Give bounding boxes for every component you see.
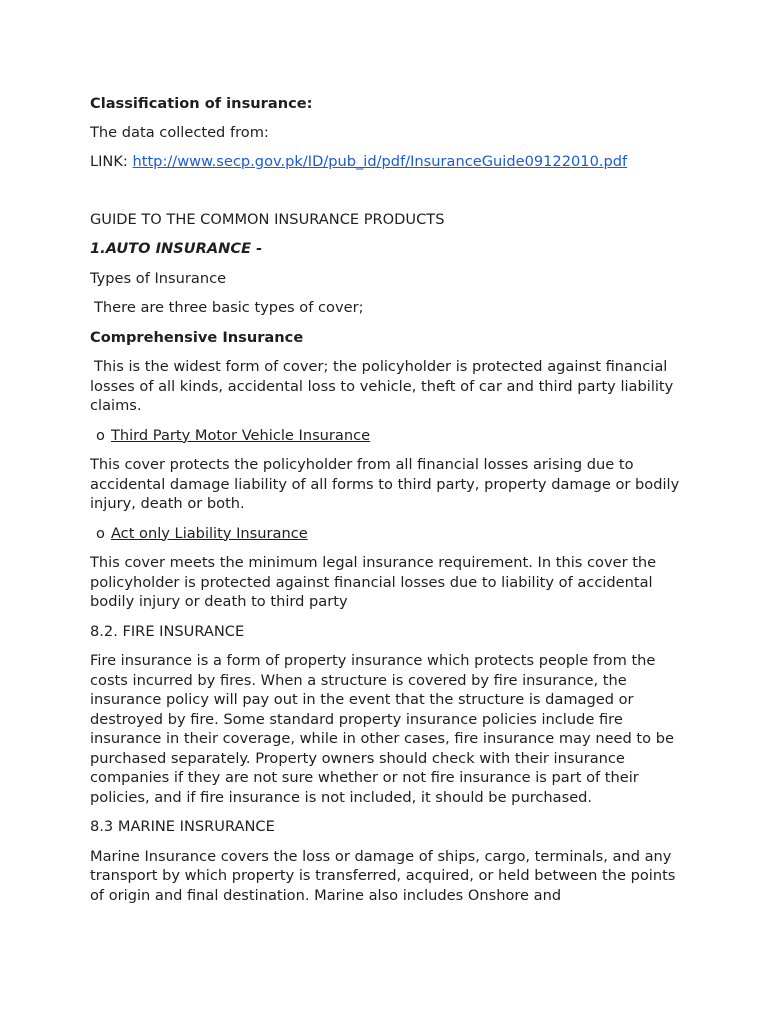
bullet-marker: o [96,524,105,542]
link-label: LINK: [90,153,133,170]
act-only-title: Act only Liability Insurance [110,524,308,542]
guide-heading: GUIDE TO THE COMMON INSURANCE PRODUCTS [90,210,445,228]
comprehensive-heading: Comprehensive Insurance [90,328,304,346]
types-of-insurance-text: Types of Insurance [90,269,227,287]
marine-insurance-heading: 8.3 MARINE INSRURANCE [90,818,275,835]
act-only-paragraph: This cover meets the minimum legal insurance requirement. In this cover the policyholder is protected against financial losses due to liability of accidental bodily injury or death to third party [90,554,657,610]
classification-heading: Classification of insurance: [90,95,313,112]
bullet-marker: o [96,426,105,444]
fire-insurance-heading: 8.2. FIRE INSURANCE [90,622,245,640]
source-link[interactable]: http://www.secp.gov.pk/ID/pub_id/pdf/InsuranceGuide09122010.pdf [132,153,628,170]
act-only-item [90,524,690,544]
auto-insurance-heading: 1.AUTO INSURANCE - [90,240,263,257]
data-collected-text: The data collected from: [90,123,269,141]
three-types-text: There are three basic types of cover; [94,299,364,316]
link-paragraph [90,152,690,172]
fire-insurance-paragraph: Fire insurance is a form of property insurance which protects people from the costs incurred by fires. When a structure is covered by fire insurance, the insurance policy will pay out in the event that the structure is damaged or destroyed by fire. Some standard property insurance policies include fire insurance in their coverage, while in other cases, fire insurance may need to be purchased separately. Property owners should check with their insurance companies if they are not sure whether or not fire insurance is part of their policies, and if fire insurance is not included, it should be purchased. [90,652,674,806]
third-party-item [90,426,690,446]
document-page [90,94,690,905]
marine-insurance-paragraph: Marine Insurance covers the loss or damage of ships, cargo, terminals, and any transport by which property is transferred, acquired, or held between the points of origin and final destination. Marine also includes Onshore and [90,847,676,904]
third-party-title: Third Party Motor Vehicle Insurance [110,426,371,444]
third-party-paragraph: This cover protects the policyholder from all financial losses arising due to accidental damage liability of all forms to third party, property damage or bodily injury, death or both. [90,456,680,512]
comprehensive-paragraph: This is the widest form of cover; the policyholder is protected against financial losses of all kinds, accidental loss to vehicle, theft of car and third party liability claims. [90,358,674,414]
